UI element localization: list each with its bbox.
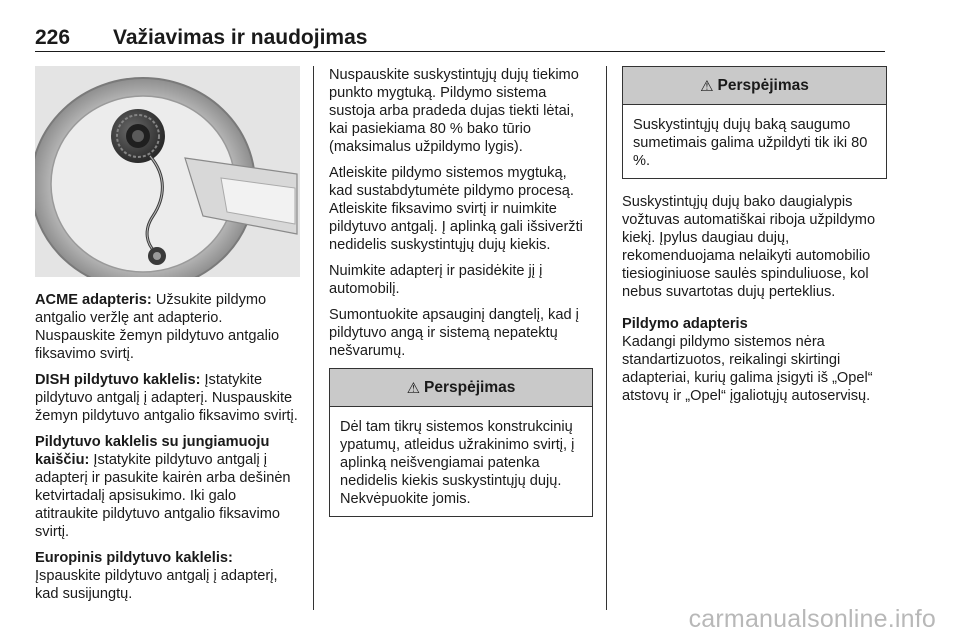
warning-header [623, 67, 886, 105]
warning-box-gas-release [329, 368, 593, 517]
acme-adapter-text: Užsukite pildymo antgalio veržlę ant adapterio. Nuspauskite žemyn pildytuvo antgalio fiksavimo svirtį. [35, 292, 280, 362]
watermark: carmanualsonline.info [688, 605, 936, 633]
filling-adapters-title: Pildymo adapteris [622, 316, 748, 332]
warning-triangle-icon: ⚠ [700, 77, 714, 95]
warning-body [330, 407, 592, 516]
column-middle [329, 66, 593, 531]
column-divider-right [606, 66, 607, 610]
protective-cap-paragraph: Sumontuokite apsauginį dangtelį, kad į pildytuvo angą ir sistemą nepatektų nešvarumų. [329, 307, 579, 359]
column-left [35, 66, 300, 611]
warning-title: Perspėjimas [717, 76, 809, 94]
filling-adapters-text: Kadangi pildymo sistemos nėra standartizuotos, reikalingi skirtingi adapteriai, kurių galima įsigyti iš „Opel“ atstovų ir „Opel“ įgaliotųjų autoservisų. [622, 334, 873, 404]
bayonet-adapter-text: Įstatykite pildytuvo antgalį į adapterį ir pasukite kairėn arba dešinėn ketvirtadalį apsisukimo. Iki galo atitraukite pildytuvo antgalio fiksavimo svirtį. [35, 452, 291, 540]
page-header [35, 24, 885, 52]
acme-adapter-paragraph [35, 291, 300, 363]
warning-text: Suskystintųjų dujų baką saugumo sumetimais galima užpildyti tik iki 80 %. [633, 117, 868, 169]
release-button-paragraph: Atleiskite pildymo sistemos mygtuką, kad sustabdytumėte pildymo procesą. Atleiskite fiksavimo svirtį ir nuimkite pildytuvo antgalį. Į aplinką gali išsiveržti nedidelis suskystintųjų dujų kiekis. [329, 165, 583, 253]
warning-header [330, 369, 592, 407]
bayonet-adapter-title: Pildytuvo kaklelis su jungiamuoju kaiščiu: [35, 434, 270, 468]
warning-body [623, 105, 886, 178]
column-right [622, 66, 887, 413]
warning-text: Dėl tam tikrų sistemos konstrukcinių ypatumų, atleidus užrakinimo svirtį, į aplinką neišvengiamai patenka nedidelis kiekis suskystintųjų dujų. Nekvėpuokite jomis. [340, 419, 575, 507]
chapter-title: Važiavimas ir naudojimas [113, 26, 368, 49]
dish-adapter-paragraph [35, 371, 300, 425]
acme-adapter-title: ACME adapteris: [35, 292, 152, 308]
euro-adapter-paragraph [35, 549, 300, 603]
warning-title: Perspėjimas [424, 378, 516, 396]
euro-adapter-title: Europinis pildytuvo kaklelis: [35, 550, 233, 566]
euro-adapter-text: Įspauskite pildytuvo antgalį į adapterį, kad susijungtų. [35, 568, 278, 602]
page-number: 226 [35, 26, 71, 49]
warning-box-fill-limit [622, 66, 887, 179]
remove-adapter-paragraph: Nuimkite adapterį ir pasidėkite jį į automobilį. [329, 263, 543, 297]
press-button-paragraph: Nuspauskite suskystintųjų dujų tiekimo punkto mygtuką. Pildymo sistema sustoja arba pradeda dujas tiekti lėtai, kai pasiekiama 80 % bako tūrio (maksimalus užpildymo lygis). [329, 67, 579, 155]
column-divider-left [313, 66, 314, 610]
filling-adapters-paragraph [622, 315, 887, 405]
multivalve-paragraph: Suskystintųjų dujų bako daugialypis vožtuvas automatiškai riboja užpildymo kiekį. Įpylus daugiau dujų, rekomenduojama nelaikyti automobilio tiesioginiuose saulės spinduliuose, kol nebus suvartotas dujų perteklius. [622, 194, 876, 300]
dish-adapter-text: Įstatykite pildytuvo antgalį į adapterį. Nuspauskite žemyn pildytuvo antgalio fiksavimo svirtį. [35, 372, 298, 424]
dish-adapter-title: DISH pildytuvo kaklelis: [35, 372, 201, 388]
warning-triangle-icon: ⚠ [406, 379, 421, 397]
fuel-filler-adapter-illustration [35, 66, 300, 277]
bayonet-adapter-paragraph [35, 433, 300, 541]
